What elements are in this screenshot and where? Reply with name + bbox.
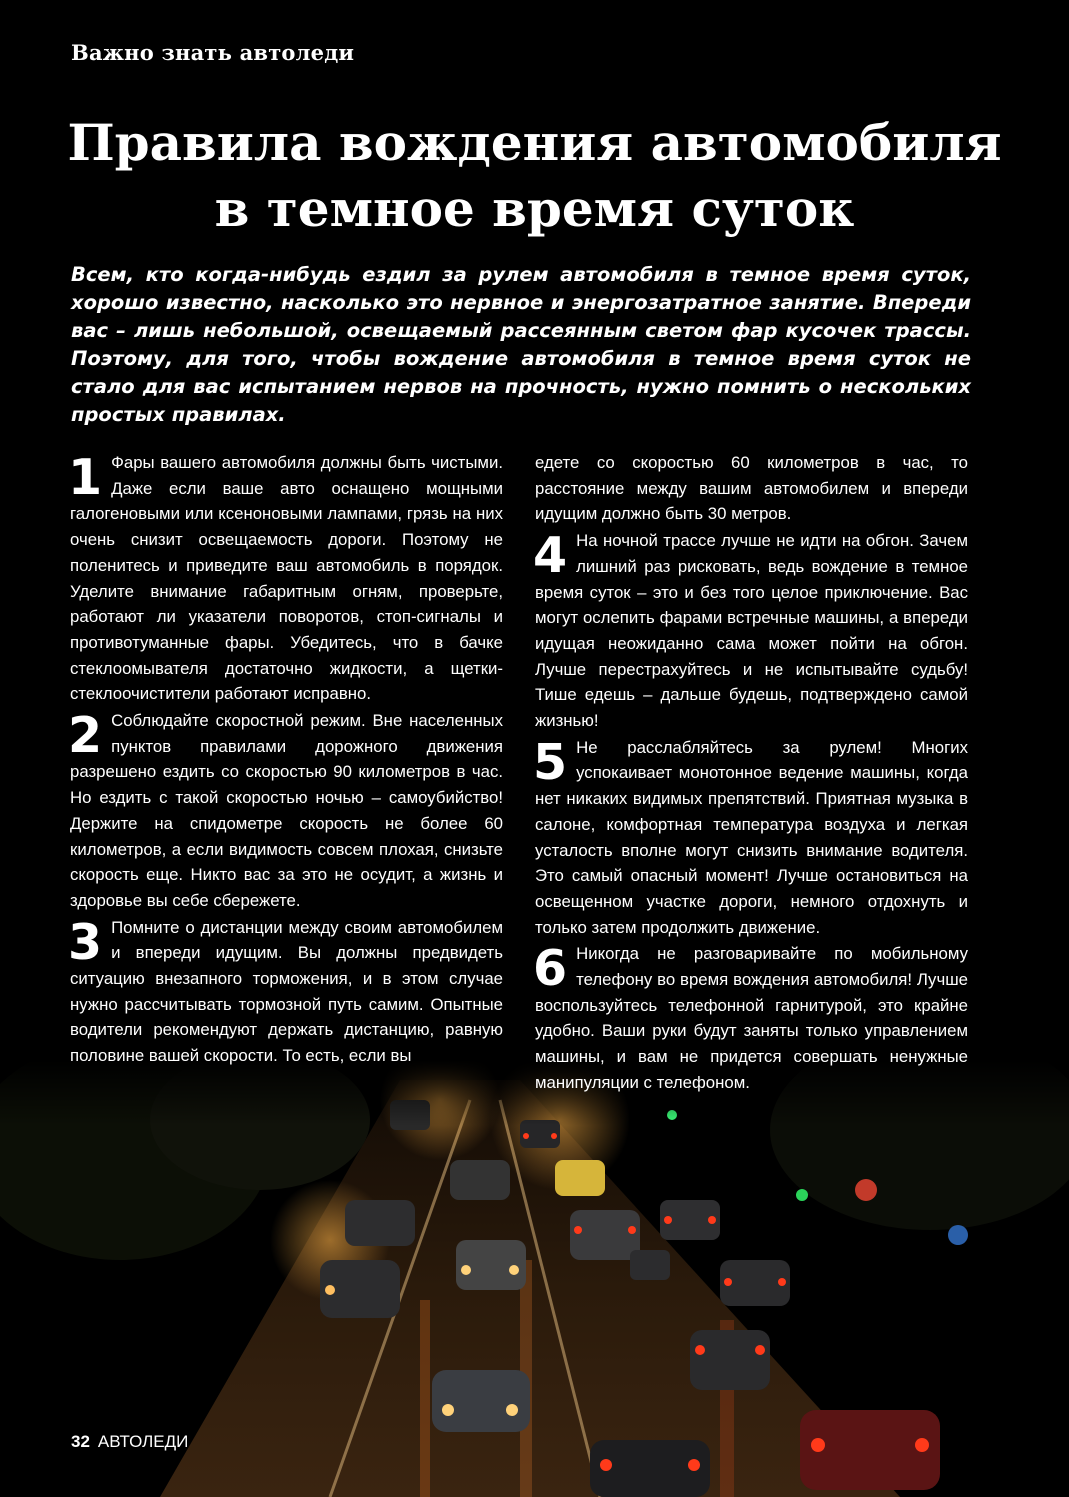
rule-item-4 — [535, 528, 968, 734]
rule-number: 5 — [533, 733, 568, 791]
article-title — [40, 110, 1029, 242]
rule-text: Никогда не разговаривайте по мобильному телефону во время вождения автомобиля! Лучше воспользуйтесь телефонной гарнитурой, это крайне удобно. Ваши руки будут заняты только управлением машины, и вам не придется совершать ненужные манипуляции с телефоном. — [535, 944, 968, 1092]
rule-text: Помните о дистанции между своим автомобилем и впереди идущим. Вы должны предвидеть ситуацию внезапного торможения, и в этом случае нужно рассчитывать тормозной путь самим. Опытные водители рекомендуют держать дистанцию, равную половине вашей скорости. То есть, если вы — [70, 917, 503, 1066]
magazine-name: АВТОЛЕДИ — [97, 1432, 189, 1451]
column-left — [70, 450, 503, 1070]
rule-item-5 — [535, 735, 968, 941]
rule-number: 4 — [533, 527, 568, 585]
rule-text: Соблюдайте скоростной режим. Вне населенных пунктов правилами дорожного движения разрешено ездить со скоростью 90 километров в час. Но ездить с такой скоростью ночью – самоубийство! Держите на спидометре скорость не более 60 километров, а если видимость совсем плохая, снизьте скорость еще. Никто вас за это не осудит, а жизнь и здоровье вы себе сбережете. — [70, 711, 503, 910]
rule-text: Не расслабляйтесь за рулем! Многих успокаивает монотонное ведение машины, когда нет никаких видимых препятствий. Приятная музыка в салоне, комфортная температура воздуха и легкая усталость вполне могут снизить внимание водителя. Это самый опасный момент! Лучше остановиться на освещенном участке дороги, немного отдохнуть и только затем продолжить движение. — [535, 737, 968, 937]
rule-number: 1 — [68, 449, 103, 506]
column-right — [535, 450, 968, 1097]
rule-text: На ночной трассе лучше не идти на обгон. Зачем лишний раз рисковать, ведь вождение в темное время суток – это и без того целое приключение. Вас могут ослепить фарами встречные машины, а впереди идущая неожиданно сама может пойти на обгон. Лучше перестрахуйтесь и не испытывайте судьбу! Тише едешь – дальше будешь, подтверждено самой жизнью! — [535, 531, 968, 731]
page-number: 32 — [71, 1432, 90, 1451]
rule-text: Фары вашего автомобиля должны быть чистыми. Даже если ваше авто оснащено мощными галогеновыми или ксеноновыми лампами, грязь на них очень снизит освещаемость дороги. Поэтому не поленитесь и приведите ваш автомобиль в порядок. Уделите внимание габаритным огням, проверьте, работают ли указатели поворотов, стоп-сигналы и противотуманные фары. Убедитесь, что в бачке стеклоомывателя достаточно жидкости, а щетки-стеклоочистители работают исправно. — [70, 453, 503, 704]
rule-text: едете со скоростью 60 километров в час, то расстояние между вашим автомобилем и впереди идущим должно быть 30 метров. — [535, 453, 968, 524]
rule-item-1 — [70, 450, 503, 707]
rule-item-2 — [70, 708, 503, 914]
rule-number: 6 — [533, 940, 568, 998]
page-footer — [71, 1432, 188, 1452]
title-line-1: Правила вождения автомобиля — [67, 113, 1002, 172]
rule-number: 3 — [68, 913, 103, 971]
rule-item-3 — [70, 915, 503, 1069]
rule-item-3-continued — [535, 450, 968, 527]
rule-item-6 — [535, 941, 968, 1095]
section-label: Важно знать автоледи — [71, 40, 355, 65]
rule-number: 2 — [68, 707, 103, 765]
title-line-2: в темное время суток — [214, 179, 855, 238]
article-lead: Всем, кто когда-нибудь ездил за рулем автомобиля в темное время суток, хорошо известно, насколько это нервное и энергозатратное занятие. Впереди вас – лишь небольшой, освещаемый рассеянным светом фар кусочек трассы. Поэтому, для того, чтобы вождение автомобиля в темное время суток не стало для вас испытанием нервов на прочность, нужно помнить о нескольких простых правилах. — [71, 263, 971, 426]
